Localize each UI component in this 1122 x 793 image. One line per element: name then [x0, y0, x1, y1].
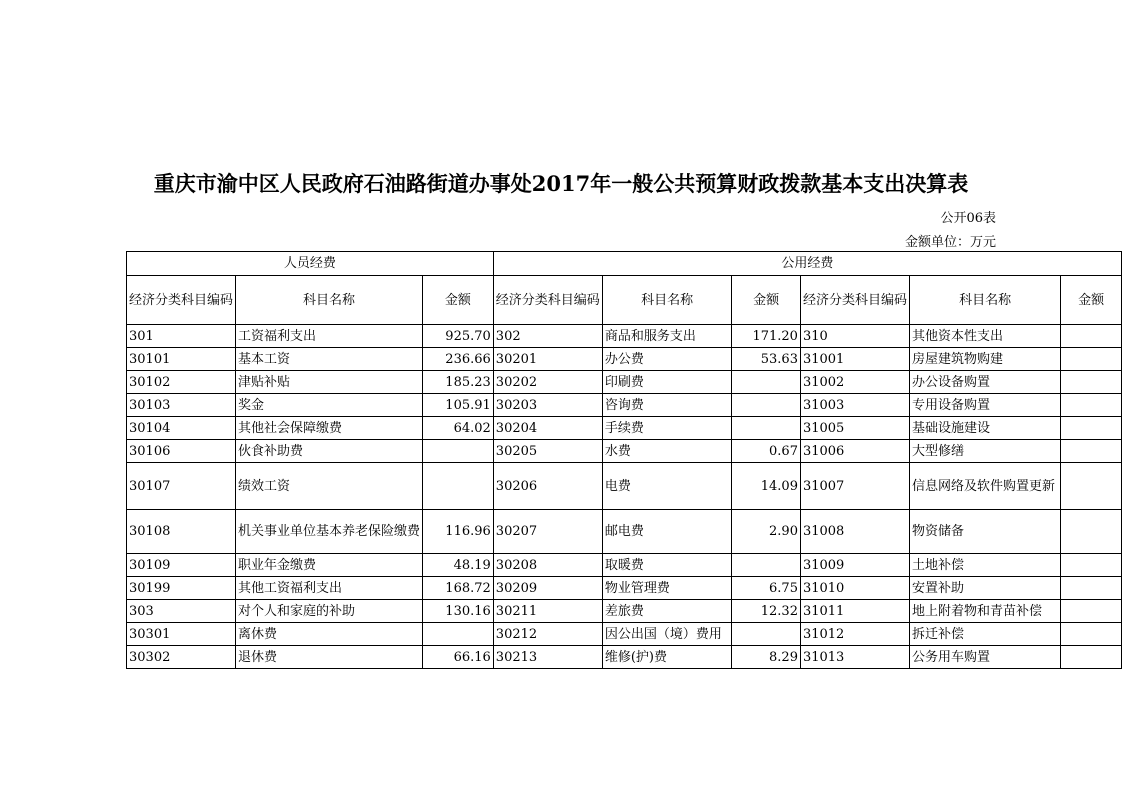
item-name-cell: 物资储备 [909, 510, 1060, 554]
item-name-cell: 退休费 [236, 646, 423, 669]
economic-code-cell: 30201 [493, 348, 602, 371]
item-name-cell: 绩效工资 [236, 463, 423, 510]
item-name-cell: 安置补助 [909, 577, 1060, 600]
item-name-cell: 离休费 [236, 623, 423, 646]
economic-code-cell: 31002 [800, 371, 909, 394]
amount-cell [732, 394, 801, 417]
table-row [127, 348, 1122, 371]
amount-cell [1061, 646, 1122, 669]
table-row [127, 394, 1122, 417]
table-row [127, 440, 1122, 463]
item-name-cell: 邮电费 [602, 510, 732, 554]
amount-cell: 66.16 [423, 646, 494, 669]
item-name-cell: 电费 [602, 463, 732, 510]
table-row [127, 417, 1122, 440]
economic-code-cell: 30206 [493, 463, 602, 510]
amount-cell: 8.29 [732, 646, 801, 669]
item-name-cell: 其他社会保障缴费 [236, 417, 423, 440]
economic-code-cell: 30211 [493, 600, 602, 623]
amount-cell: 53.63 [732, 348, 801, 371]
amount-cell [1061, 510, 1122, 554]
amount-cell: 48.19 [423, 554, 494, 577]
economic-code-cell: 31011 [800, 600, 909, 623]
table-number: 公开06表 [940, 211, 996, 226]
table-row [127, 554, 1122, 577]
item-name-cell: 奖金 [236, 394, 423, 417]
col-header-name: 科目名称 [602, 276, 732, 325]
economic-code-cell: 31013 [800, 646, 909, 669]
economic-code-cell: 310 [800, 325, 909, 348]
economic-code-cell: 30212 [493, 623, 602, 646]
amount-cell: 64.02 [423, 417, 494, 440]
table-row [127, 600, 1122, 623]
item-name-cell: 取暖费 [602, 554, 732, 577]
economic-code-cell: 30101 [127, 348, 236, 371]
economic-code-cell: 30106 [127, 440, 236, 463]
item-name-cell: 机关事业单位基本养老保险缴费 [236, 510, 423, 554]
economic-code-cell: 31008 [800, 510, 909, 554]
item-name-cell: 地上附着物和青苗补偿 [909, 600, 1060, 623]
amount-cell: 2.90 [732, 510, 801, 554]
economic-code-cell: 30108 [127, 510, 236, 554]
economic-code-cell: 30205 [493, 440, 602, 463]
item-name-cell: 房屋建筑物购建 [909, 348, 1060, 371]
economic-code-cell: 31009 [800, 554, 909, 577]
economic-code-cell: 303 [127, 600, 236, 623]
item-name-cell: 其他资本性支出 [909, 325, 1060, 348]
item-name-cell: 工资福利支出 [236, 325, 423, 348]
item-name-cell: 办公费 [602, 348, 732, 371]
economic-code-cell: 31001 [800, 348, 909, 371]
item-name-cell: 职业年金缴费 [236, 554, 423, 577]
economic-code-cell: 30104 [127, 417, 236, 440]
amount-cell [732, 623, 801, 646]
item-name-cell: 手续费 [602, 417, 732, 440]
economic-code-cell: 30203 [493, 394, 602, 417]
amount-cell [1061, 577, 1122, 600]
item-name-cell: 差旅费 [602, 600, 732, 623]
item-name-cell: 基本工资 [236, 348, 423, 371]
amount-cell [1061, 371, 1122, 394]
amount-cell [1061, 623, 1122, 646]
col-header-code: 经济分类科目编码 [127, 276, 236, 325]
group-header-personnel: 人员经费 [127, 252, 494, 276]
amount-cell [423, 440, 494, 463]
col-header-code: 经济分类科目编码 [493, 276, 602, 325]
economic-code-cell: 30207 [493, 510, 602, 554]
economic-code-cell: 31010 [800, 577, 909, 600]
table-row [127, 325, 1122, 348]
economic-code-cell: 31005 [800, 417, 909, 440]
amount-cell: 6.75 [732, 577, 801, 600]
item-name-cell: 公务用车购置 [909, 646, 1060, 669]
amount-cell: 14.09 [732, 463, 801, 510]
amount-cell [1061, 463, 1122, 510]
amount-cell: 116.96 [423, 510, 494, 554]
item-name-cell: 对个人和家庭的补助 [236, 600, 423, 623]
amount-cell [1061, 325, 1122, 348]
economic-code-cell: 31003 [800, 394, 909, 417]
col-header-amount: 金额 [732, 276, 801, 325]
item-name-cell: 咨询费 [602, 394, 732, 417]
amount-cell: 171.20 [732, 325, 801, 348]
economic-code-cell: 30107 [127, 463, 236, 510]
amount-cell: 0.67 [732, 440, 801, 463]
item-name-cell: 维修(护)费 [602, 646, 732, 669]
amount-cell [1061, 600, 1122, 623]
amount-cell [1061, 417, 1122, 440]
amount-cell [423, 623, 494, 646]
economic-code-cell: 31007 [800, 463, 909, 510]
table-row [127, 646, 1122, 669]
amount-cell [1061, 394, 1122, 417]
economic-code-cell: 30301 [127, 623, 236, 646]
economic-code-cell: 30109 [127, 554, 236, 577]
item-name-cell: 商品和服务支出 [602, 325, 732, 348]
economic-code-cell: 30202 [493, 371, 602, 394]
col-header-name: 科目名称 [909, 276, 1060, 325]
amount-cell: 168.72 [423, 577, 494, 600]
table-row [127, 371, 1122, 394]
amount-cell: 925.70 [423, 325, 494, 348]
item-name-cell: 拆迁补偿 [909, 623, 1060, 646]
item-name-cell: 专用设备购置 [909, 394, 1060, 417]
item-name-cell: 伙食补助费 [236, 440, 423, 463]
item-name-cell: 水费 [602, 440, 732, 463]
item-name-cell: 因公出国（境）费用 [602, 623, 732, 646]
economic-code-cell: 30102 [127, 371, 236, 394]
economic-code-cell: 30103 [127, 394, 236, 417]
item-name-cell: 土地补偿 [909, 554, 1060, 577]
economic-code-cell: 302 [493, 325, 602, 348]
economic-code-cell: 301 [127, 325, 236, 348]
page-title: 重庆市渝中区人民政府石油路街道办事处2017年一般公共预算财政拨款基本支出决算表 [153, 171, 969, 196]
amount-cell: 105.91 [423, 394, 494, 417]
item-name-cell: 印刷费 [602, 371, 732, 394]
table-row [127, 577, 1122, 600]
amount-cell: 12.32 [732, 600, 801, 623]
economic-code-cell: 30213 [493, 646, 602, 669]
amount-cell [1061, 348, 1122, 371]
group-header-public: 公用经费 [493, 252, 1121, 276]
item-name-cell: 办公设备购置 [909, 371, 1060, 394]
amount-cell [1061, 440, 1122, 463]
item-name-cell: 基础设施建设 [909, 417, 1060, 440]
amount-cell [732, 417, 801, 440]
table-row [127, 510, 1122, 554]
amount-cell: 236.66 [423, 348, 494, 371]
amount-unit: 金额单位：万元 [904, 235, 996, 250]
economic-code-cell: 30199 [127, 577, 236, 600]
economic-code-cell: 31006 [800, 440, 909, 463]
col-header-code: 经济分类科目编码 [800, 276, 909, 325]
item-name-cell: 津贴补贴 [236, 371, 423, 394]
table-row [127, 623, 1122, 646]
amount-cell [732, 371, 801, 394]
col-header-name: 科目名称 [236, 276, 423, 325]
economic-code-cell: 30302 [127, 646, 236, 669]
amount-cell [1061, 554, 1122, 577]
item-name-cell: 物业管理费 [602, 577, 732, 600]
item-name-cell: 信息网络及软件购置更新 [909, 463, 1060, 510]
economic-code-cell: 31012 [800, 623, 909, 646]
economic-code-cell: 30204 [493, 417, 602, 440]
amount-cell [423, 463, 494, 510]
budget-table [126, 251, 1122, 669]
item-name-cell: 大型修缮 [909, 440, 1060, 463]
amount-cell: 185.23 [423, 371, 494, 394]
amount-cell [732, 554, 801, 577]
table-row [127, 463, 1122, 510]
economic-code-cell: 30208 [493, 554, 602, 577]
item-name-cell: 其他工资福利支出 [236, 577, 423, 600]
amount-cell: 130.16 [423, 600, 494, 623]
col-header-amount: 金额 [1061, 276, 1122, 325]
col-header-amount: 金额 [423, 276, 494, 325]
economic-code-cell: 30209 [493, 577, 602, 600]
